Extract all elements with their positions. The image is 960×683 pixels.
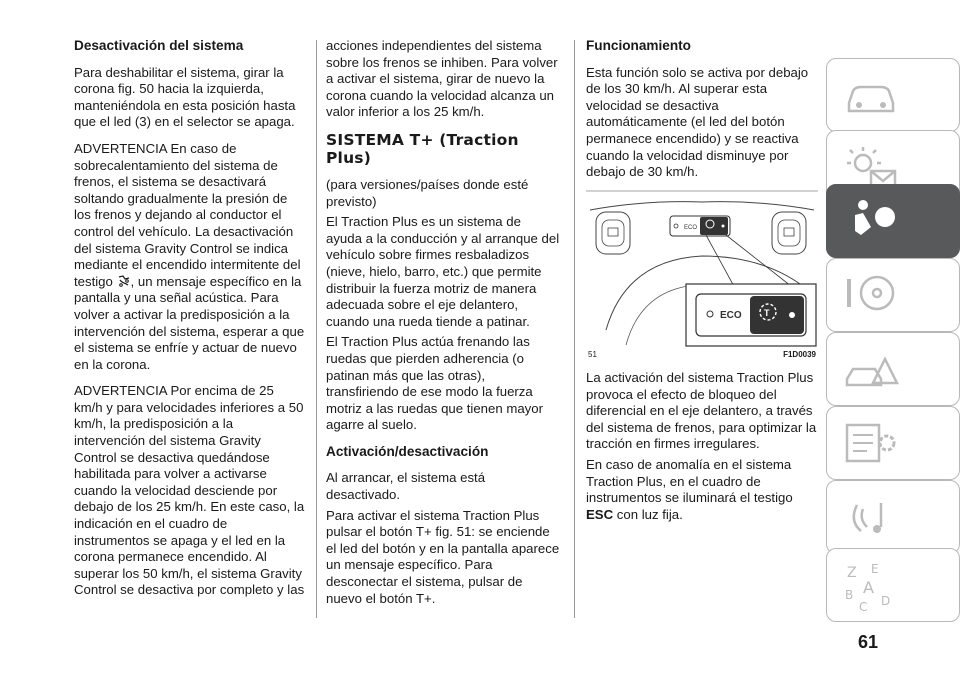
maintenance-icon bbox=[841, 413, 901, 473]
svg-text:B: B bbox=[845, 588, 854, 602]
nav-tab-emergency[interactable] bbox=[826, 332, 960, 406]
steering-wheel-icon bbox=[841, 265, 901, 325]
section-heading-traction-plus: SISTEMA T+ (Traction Plus) bbox=[326, 130, 519, 167]
figure-traction-plus-button bbox=[586, 190, 818, 360]
subheading-activation: Activación/desactivación bbox=[326, 443, 489, 459]
paragraph: El Traction Plus es un sistema de ayuda a la conducción y al arranque del vehículo sobre firmes resbaladizos (nieve, hielo, barro, etc.) que permite distribuir la fuerza motriz de manera adecuada sobre el eje delantero, cuando una rueda tiende a patinar. bbox=[326, 214, 560, 329]
paragraph: En caso de anomalía en el sistema Traction Plus, en el cuadro de instrumentos se iluminará el testigo ESC con luz fija. bbox=[586, 456, 793, 522]
column-1 bbox=[74, 38, 306, 609]
column-divider bbox=[316, 40, 317, 618]
eco-label-large: ECO bbox=[720, 310, 742, 321]
nav-tab-driving[interactable] bbox=[826, 258, 960, 332]
paragraph: acciones independientes del sistema sobre los frenos se inhiben. Para volver a activar el sistema, girar de nuevo la corona cuando la velocidad alcanza un valor inferior a los 25 km/h. bbox=[326, 38, 558, 120]
car-info-icon bbox=[841, 65, 901, 125]
nav-tab-safety[interactable] bbox=[826, 184, 960, 258]
nav-tab-maintenance[interactable] bbox=[826, 406, 960, 480]
figure-number: 51 bbox=[588, 350, 597, 359]
column-3-continued bbox=[586, 370, 818, 533]
gravity-control-warning-icon bbox=[117, 274, 131, 288]
paragraph: (para versiones/países donde esté previsto) bbox=[326, 176, 529, 209]
safety-airbag-icon bbox=[841, 191, 901, 251]
section-heading-operation: Funcionamiento bbox=[586, 38, 691, 53]
index-icon bbox=[841, 555, 901, 615]
nav-tab-car-info[interactable] bbox=[826, 58, 960, 132]
esc-warning-label: ESC bbox=[586, 506, 614, 522]
paragraph: Al arrancar, el sistema está desactivado. bbox=[326, 470, 486, 503]
eco-label-small: ECO bbox=[684, 225, 698, 231]
column-3 bbox=[586, 38, 818, 191]
paragraph: ADVERTENCIA Por encima de 25 km/h y para velocidades inferiores a 50 km/h, la predisposición a la intervención del sistema Gravity Control se desactiva quedándose habilitada para volver a activarse cuando la velocidad desciende por debajo de los 25 km/h. En este caso, la indicación en el cuadro de instrumentos se apaga y el led en la corona permanece encendido. Al superar los 50 km/h, el sistema Gravity Control se desactiva por completo y las bbox=[74, 383, 305, 598]
svg-text:Z: Z bbox=[847, 565, 857, 581]
svg-text:C: C bbox=[859, 600, 868, 614]
svg-text:E: E bbox=[871, 562, 879, 576]
section-heading-deactivation: Desactivación del sistema bbox=[74, 38, 244, 53]
paragraph: Para activar el sistema Traction Plus pulsar el botón T+ fig. 51: se enciende el led del botón y en la pantalla aparece un mensaje específico. Para desconectar el sistema, pulsar de nuevo el botón T+. bbox=[326, 507, 560, 606]
paragraph: Para deshabilitar el sistema, girar la corona fig. 50 hacia la izquierda, manteniéndola en esta posición hasta que el led (3) en el selector se apaga. bbox=[74, 64, 296, 130]
paragraph: La activación del sistema Traction Plus provoca el efecto de bloqueo del diferencial en el eje delantero, a través del sistema de frenos, para optimizar la tracción en firmes irregulares. bbox=[586, 370, 817, 452]
paragraph: El Traction Plus actúa frenando las ruedas que pierden adherencia (o patinan más que las otras), transfiriendo de ese modo la fuerza motriz a las ruedas que tienen mayor agarre al suelo. bbox=[326, 334, 543, 433]
svg-text:A: A bbox=[863, 578, 874, 597]
nav-tab-index[interactable] bbox=[826, 548, 960, 622]
svg-text:D: D bbox=[881, 594, 891, 608]
svg-text:T: T bbox=[764, 308, 770, 318]
multimedia-icon bbox=[841, 487, 901, 547]
page-number: 61 bbox=[858, 632, 879, 652]
nav-tab-multimedia[interactable] bbox=[826, 480, 960, 554]
paragraph: Esta función solo se activa por debajo de los 30 km/h. Al superar esta velocidad se desactiva automáticamente (el led del botón permanece encendido) y se reactiva cuando la velocidad disminuye por debajo de 30 km/h. bbox=[586, 64, 809, 180]
road-emergency-icon bbox=[841, 339, 901, 399]
paragraph: ADVERTENCIA En caso de sobrecalentamiento del sistema de frenos, el sistema se desactivará soltando gradualmente la presión de los frenos y dejando al conductor el control del vehículo. La desactivación del sistema Gravity Control se indica mediante el encendido intermitente del testigo , un mensaje específico en la pantalla y una señal acústica. Para volver a activar la predisposición a la intervención del sistema, esperar a que el sistema se enfríe y actuar de nuevo en la corona. bbox=[74, 140, 305, 372]
column-divider bbox=[574, 40, 575, 618]
column-2 bbox=[326, 38, 560, 617]
figure-code: F1D0039 bbox=[783, 350, 816, 359]
